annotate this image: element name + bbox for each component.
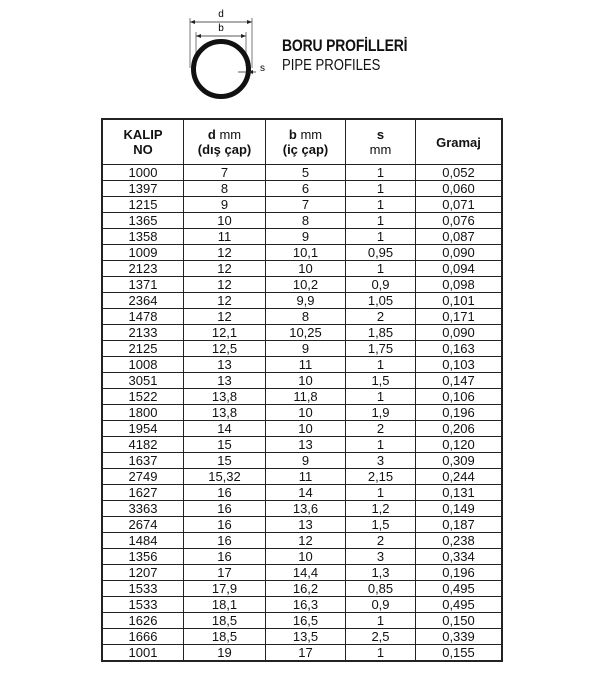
cell-kalip-no: 2364 [102, 293, 184, 309]
cell-kalip-no: 4182 [102, 437, 184, 453]
table-row [102, 229, 502, 245]
cell-gramaj: 0,106 [416, 389, 503, 405]
table-row [102, 613, 502, 629]
table-header [102, 119, 502, 165]
cell-s-mm: 0,85 [346, 581, 416, 597]
cell-d-mm: 15,32 [184, 469, 266, 485]
cell-gramaj: 0,244 [416, 469, 503, 485]
cell-b-mm: 6 [266, 181, 346, 197]
cell-b-mm: 14 [266, 485, 346, 501]
cell-d-mm: 16 [184, 485, 266, 501]
cell-s-mm: 2,15 [346, 469, 416, 485]
cell-gramaj: 0,090 [416, 245, 503, 261]
cell-s-mm: 1,5 [346, 517, 416, 533]
cell-kalip-no: 1207 [102, 565, 184, 581]
cell-b-mm: 11 [266, 469, 346, 485]
cell-d-mm: 8 [184, 181, 266, 197]
cell-d-mm: 12 [184, 309, 266, 325]
cell-b-mm: 12 [266, 533, 346, 549]
cell-kalip-no: 1000 [102, 165, 184, 181]
cell-gramaj: 0,339 [416, 629, 503, 645]
cell-gramaj: 0,187 [416, 517, 503, 533]
cell-d-mm: 16 [184, 501, 266, 517]
cell-b-mm: 10 [266, 405, 346, 421]
cell-d-mm: 13,8 [184, 405, 266, 421]
cell-kalip-no: 1365 [102, 213, 184, 229]
cell-gramaj: 0,120 [416, 437, 503, 453]
table-row [102, 197, 502, 213]
cell-gramaj: 0,206 [416, 421, 503, 437]
cell-gramaj: 0,196 [416, 565, 503, 581]
cell-d-mm: 14 [184, 421, 266, 437]
cell-kalip-no: 1215 [102, 197, 184, 213]
table-row [102, 245, 502, 261]
cell-gramaj: 0,087 [416, 229, 503, 245]
table-row [102, 405, 502, 421]
cell-gramaj: 0,103 [416, 357, 503, 373]
table-row [102, 629, 502, 645]
header-d [184, 119, 266, 165]
header-b-desc: (iç çap) [282, 142, 329, 157]
header-gramaj [416, 119, 503, 165]
table-row [102, 357, 502, 373]
cell-kalip-no: 2674 [102, 517, 184, 533]
cell-kalip-no: 3363 [102, 501, 184, 517]
table-row [102, 533, 502, 549]
cell-b-mm: 16,5 [266, 613, 346, 629]
header-kalip-no [102, 119, 184, 165]
cell-s-mm: 0,9 [346, 597, 416, 613]
cell-d-mm: 11 [184, 229, 266, 245]
cell-kalip-no: 2125 [102, 341, 184, 357]
cell-b-mm: 8 [266, 213, 346, 229]
cell-d-mm: 12,5 [184, 341, 266, 357]
header-b [266, 119, 346, 165]
cell-gramaj: 0,171 [416, 309, 503, 325]
cell-d-mm: 7 [184, 165, 266, 181]
table-row [102, 581, 502, 597]
cell-gramaj: 0,149 [416, 501, 503, 517]
cell-b-mm: 9 [266, 341, 346, 357]
cell-gramaj: 0,094 [416, 261, 503, 277]
table-row [102, 645, 502, 662]
header-gramaj-label: Gramaj [436, 134, 481, 150]
table-row [102, 341, 502, 357]
cell-kalip-no: 1626 [102, 613, 184, 629]
cell-s-mm: 1 [346, 229, 416, 245]
cell-kalip-no: 3051 [102, 373, 184, 389]
cell-s-mm: 0,9 [346, 277, 416, 293]
cell-d-mm: 13 [184, 357, 266, 373]
cell-kalip-no: 1627 [102, 485, 184, 501]
table-row [102, 565, 502, 581]
pipe-profiles-table [101, 118, 503, 662]
table-row [102, 181, 502, 197]
cell-d-mm: 15 [184, 437, 266, 453]
cell-d-mm: 13,8 [184, 389, 266, 405]
cell-s-mm: 3 [346, 549, 416, 565]
cell-d-mm: 16 [184, 549, 266, 565]
cell-d-mm: 18,5 [184, 629, 266, 645]
cell-b-mm: 13,6 [266, 501, 346, 517]
cell-d-mm: 15 [184, 453, 266, 469]
cell-s-mm: 0,95 [346, 245, 416, 261]
label-s: s [260, 63, 265, 74]
cell-gramaj: 0,196 [416, 405, 503, 421]
cell-d-mm: 12 [184, 277, 266, 293]
cell-kalip-no: 1637 [102, 453, 184, 469]
table-row [102, 261, 502, 277]
cell-kalip-no: 1358 [102, 229, 184, 245]
cell-b-mm: 13,5 [266, 629, 346, 645]
table-row [102, 293, 502, 309]
cell-kalip-no: 1001 [102, 645, 184, 662]
header-kalip-line2: NO [133, 142, 153, 157]
cell-gramaj: 0,155 [416, 645, 503, 662]
table-row [102, 373, 502, 389]
cell-s-mm: 1,3 [346, 565, 416, 581]
cell-s-mm: 1,9 [346, 405, 416, 421]
cell-b-mm: 14,4 [266, 565, 346, 581]
cell-gramaj: 0,131 [416, 485, 503, 501]
cell-kalip-no: 1008 [102, 357, 184, 373]
cell-d-mm: 12 [184, 245, 266, 261]
cell-b-mm: 10 [266, 373, 346, 389]
cell-d-mm: 16 [184, 533, 266, 549]
cell-s-mm: 1 [346, 613, 416, 629]
title-turkish: BORU PROFİLLERİ [282, 36, 408, 55]
cell-s-mm: 1 [346, 213, 416, 229]
cell-d-mm: 17,9 [184, 581, 266, 597]
cell-kalip-no: 1009 [102, 245, 184, 261]
cell-s-mm: 1,2 [346, 501, 416, 517]
cell-b-mm: 10,2 [266, 277, 346, 293]
cell-kalip-no: 1397 [102, 181, 184, 197]
cell-s-mm: 1,5 [346, 373, 416, 389]
cell-d-mm: 16 [184, 517, 266, 533]
cell-gramaj: 0,090 [416, 325, 503, 341]
header-s-symbol: s [376, 127, 385, 142]
cell-gramaj: 0,334 [416, 549, 503, 565]
cell-d-mm: 12 [184, 293, 266, 309]
cell-s-mm: 1 [346, 165, 416, 181]
cell-b-mm: 10 [266, 421, 346, 437]
cell-gramaj: 0,101 [416, 293, 503, 309]
cell-s-mm: 1 [346, 389, 416, 405]
cell-b-mm: 10 [266, 261, 346, 277]
table-row [102, 213, 502, 229]
cell-b-mm: 5 [266, 165, 346, 181]
cell-gramaj: 0,495 [416, 581, 503, 597]
table-row [102, 437, 502, 453]
header-d-desc: (dış çap) [197, 142, 252, 157]
cell-b-mm: 16,2 [266, 581, 346, 597]
cell-kalip-no: 2133 [102, 325, 184, 341]
cell-s-mm: 1,05 [346, 293, 416, 309]
cell-s-mm: 1,85 [346, 325, 416, 341]
table-row [102, 389, 502, 405]
cell-kalip-no: 1666 [102, 629, 184, 645]
cell-s-mm: 2 [346, 309, 416, 325]
cell-b-mm: 13 [266, 437, 346, 453]
table-row [102, 421, 502, 437]
cell-s-mm: 1 [346, 261, 416, 277]
table-row [102, 549, 502, 565]
header-d-symbol: d [207, 127, 216, 142]
cell-gramaj: 0,076 [416, 213, 503, 229]
cell-b-mm: 9 [266, 453, 346, 469]
table-body [102, 165, 502, 662]
header-b-unit: mm [296, 127, 323, 142]
header-s [346, 119, 416, 165]
header-d-unit: mm [215, 127, 242, 142]
table-row [102, 309, 502, 325]
cell-b-mm: 11 [266, 357, 346, 373]
cell-d-mm: 18,5 [184, 613, 266, 629]
cell-gramaj: 0,495 [416, 597, 503, 613]
label-d: d [218, 9, 224, 20]
cell-b-mm: 10 [266, 549, 346, 565]
cell-s-mm: 1 [346, 437, 416, 453]
label-b: b [218, 23, 224, 34]
cell-gramaj: 0,163 [416, 341, 503, 357]
cell-gramaj: 0,060 [416, 181, 503, 197]
header-b-symbol: b [288, 127, 297, 142]
cell-b-mm: 17 [266, 645, 346, 662]
table-row [102, 453, 502, 469]
cell-kalip-no: 1371 [102, 277, 184, 293]
cell-s-mm: 1 [346, 197, 416, 213]
cell-gramaj: 0,238 [416, 533, 503, 549]
table-row [102, 597, 502, 613]
cell-kalip-no: 1522 [102, 389, 184, 405]
cell-kalip-no: 1954 [102, 421, 184, 437]
cell-d-mm: 13 [184, 373, 266, 389]
cell-b-mm: 16,3 [266, 597, 346, 613]
cell-d-mm: 9 [184, 197, 266, 213]
title-block [282, 36, 435, 75]
header-s-unit: mm [369, 142, 392, 157]
cell-kalip-no: 1478 [102, 309, 184, 325]
header-kalip-line1: KALIP [123, 127, 163, 142]
cell-b-mm: 8 [266, 309, 346, 325]
cell-s-mm: 2 [346, 421, 416, 437]
cell-kalip-no: 1800 [102, 405, 184, 421]
cell-s-mm: 1 [346, 485, 416, 501]
table-row [102, 325, 502, 341]
cell-s-mm: 1 [346, 645, 416, 662]
cell-b-mm: 9 [266, 229, 346, 245]
cell-b-mm: 13 [266, 517, 346, 533]
cell-s-mm: 1 [346, 357, 416, 373]
table-row [102, 517, 502, 533]
title-english: PIPE PROFILES [282, 57, 381, 74]
cell-s-mm: 1 [346, 181, 416, 197]
cell-gramaj: 0,052 [416, 165, 503, 181]
cell-kalip-no: 1533 [102, 581, 184, 597]
cell-kalip-no: 1356 [102, 549, 184, 565]
cell-kalip-no: 1484 [102, 533, 184, 549]
cell-d-mm: 18,1 [184, 597, 266, 613]
cell-kalip-no: 2749 [102, 469, 184, 485]
cell-kalip-no: 2123 [102, 261, 184, 277]
cell-d-mm: 12,1 [184, 325, 266, 341]
cell-b-mm: 7 [266, 197, 346, 213]
cell-gramaj: 0,150 [416, 613, 503, 629]
table-row [102, 469, 502, 485]
table-row [102, 165, 502, 181]
cell-b-mm: 10,25 [266, 325, 346, 341]
pipe-cross-section-diagram [176, 6, 276, 106]
cell-d-mm: 12 [184, 261, 266, 277]
table-row [102, 485, 502, 501]
cell-s-mm: 3 [346, 453, 416, 469]
cell-d-mm: 10 [184, 213, 266, 229]
cell-b-mm: 10,1 [266, 245, 346, 261]
header [0, 0, 600, 112]
cell-d-mm: 17 [184, 565, 266, 581]
table-row [102, 501, 502, 517]
cell-kalip-no: 1533 [102, 597, 184, 613]
cell-s-mm: 1,75 [346, 341, 416, 357]
cell-b-mm: 11,8 [266, 389, 346, 405]
cell-d-mm: 19 [184, 645, 266, 662]
cell-gramaj: 0,147 [416, 373, 503, 389]
cell-s-mm: 2 [346, 533, 416, 549]
cell-s-mm: 2,5 [346, 629, 416, 645]
cell-b-mm: 9,9 [266, 293, 346, 309]
cell-gramaj: 0,098 [416, 277, 503, 293]
table-row [102, 277, 502, 293]
cell-gramaj: 0,071 [416, 197, 503, 213]
cell-gramaj: 0,309 [416, 453, 503, 469]
